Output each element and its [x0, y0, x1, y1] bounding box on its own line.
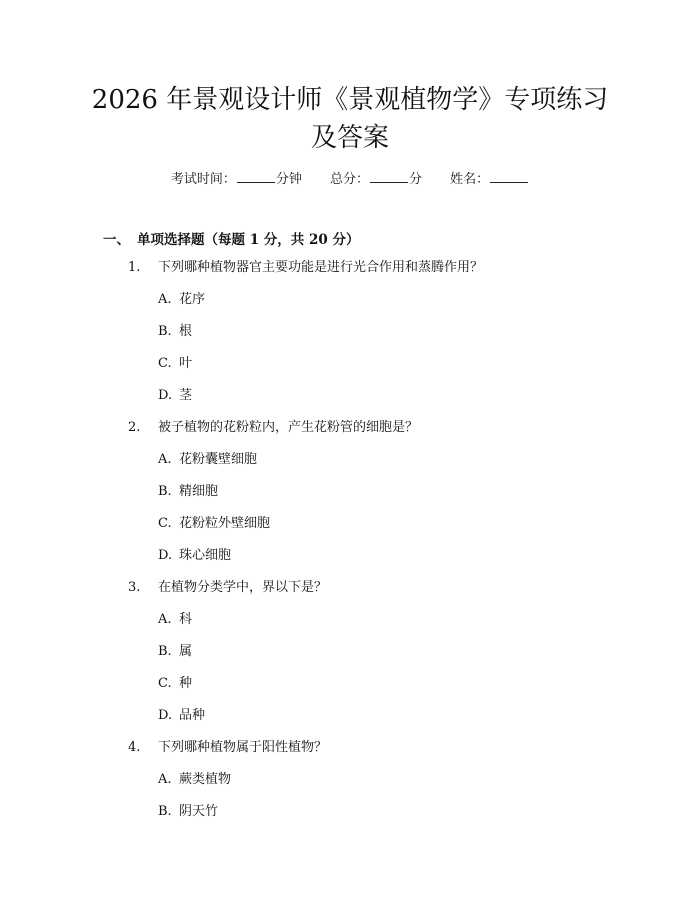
section-heading — [103, 228, 359, 248]
student-name — [450, 168, 529, 187]
option-letter: A. — [158, 452, 172, 467]
document-title-line-2: 及答案 — [310, 123, 389, 153]
total-score — [330, 168, 422, 187]
option-letter: A. — [158, 292, 172, 307]
option-item — [158, 354, 192, 374]
question-text: 在植物分类学中，界以下是？ — [158, 580, 328, 595]
total-score-blank — [370, 170, 408, 183]
option-letter: C. — [158, 356, 172, 371]
option-letter: D. — [158, 548, 173, 563]
option-text: 花序 — [179, 292, 206, 307]
exam-time-unit: 分钟 — [275, 172, 302, 187]
exam-time — [171, 168, 302, 187]
question-number: 2. — [128, 420, 141, 435]
section-title: 单项选择题（每题 1 分，共 20 分） — [137, 232, 360, 248]
option-letter: B. — [158, 324, 172, 339]
option-text: 花粉囊壁细胞 — [179, 452, 258, 467]
total-score-label: 总分： — [329, 172, 369, 187]
option-text: 精细胞 — [179, 484, 219, 499]
option-letter: C. — [158, 516, 172, 531]
question-text: 被子植物的花粉粒内，产生花粉管的细胞是？ — [158, 420, 419, 435]
question-item — [128, 258, 483, 278]
option-letter: A. — [158, 772, 172, 787]
option-text: 蕨类植物 — [179, 772, 232, 787]
option-text: 叶 — [179, 356, 193, 371]
question-item — [128, 578, 327, 598]
option-item — [158, 514, 270, 534]
total-score-unit: 分 — [409, 172, 423, 187]
option-item — [158, 674, 192, 694]
option-item — [158, 290, 205, 310]
option-item — [158, 386, 192, 406]
question-number: 1. — [128, 260, 141, 275]
option-item — [158, 642, 192, 662]
option-text: 阴天竹 — [179, 804, 219, 819]
option-letter: B. — [158, 804, 172, 819]
exam-info — [0, 168, 700, 187]
option-letter: D. — [158, 388, 173, 403]
option-letter: B. — [158, 484, 172, 499]
option-letter: A. — [158, 612, 172, 627]
option-letter: C. — [158, 676, 172, 691]
question-text: 下列哪种植物器官主要功能是进行光合作用和蒸腾作用？ — [158, 260, 484, 275]
option-item — [158, 482, 218, 502]
exam-time-blank — [237, 170, 275, 183]
option-item — [158, 610, 192, 630]
option-text: 珠心细胞 — [179, 548, 232, 563]
student-name-blank — [490, 170, 528, 183]
question-number: 3. — [128, 580, 141, 595]
option-item — [158, 706, 205, 726]
option-text: 根 — [179, 324, 193, 339]
question-text: 下列哪种植物属于阳性植物？ — [158, 740, 328, 755]
option-text: 花粉粒外壁细胞 — [179, 516, 271, 531]
option-item — [158, 322, 192, 342]
option-item — [158, 450, 257, 470]
question-item — [128, 738, 327, 758]
question-number: 4. — [128, 740, 141, 755]
option-letter: B. — [158, 644, 172, 659]
option-text: 品种 — [179, 708, 206, 723]
option-text: 茎 — [179, 388, 193, 403]
section-number: 一、 — [103, 232, 130, 248]
student-name-label: 姓名： — [450, 172, 490, 187]
option-text: 种 — [179, 676, 193, 691]
option-text: 科 — [179, 612, 193, 627]
option-item — [158, 546, 231, 566]
exam-time-label: 考试时间： — [170, 172, 236, 187]
document-title-line-1: 2026 年景观设计师《景观植物学》专项练习 — [91, 85, 609, 115]
option-text: 属 — [179, 644, 193, 659]
question-item — [128, 418, 418, 438]
option-item — [158, 802, 218, 822]
option-item — [158, 770, 231, 790]
option-letter: D. — [158, 708, 173, 723]
